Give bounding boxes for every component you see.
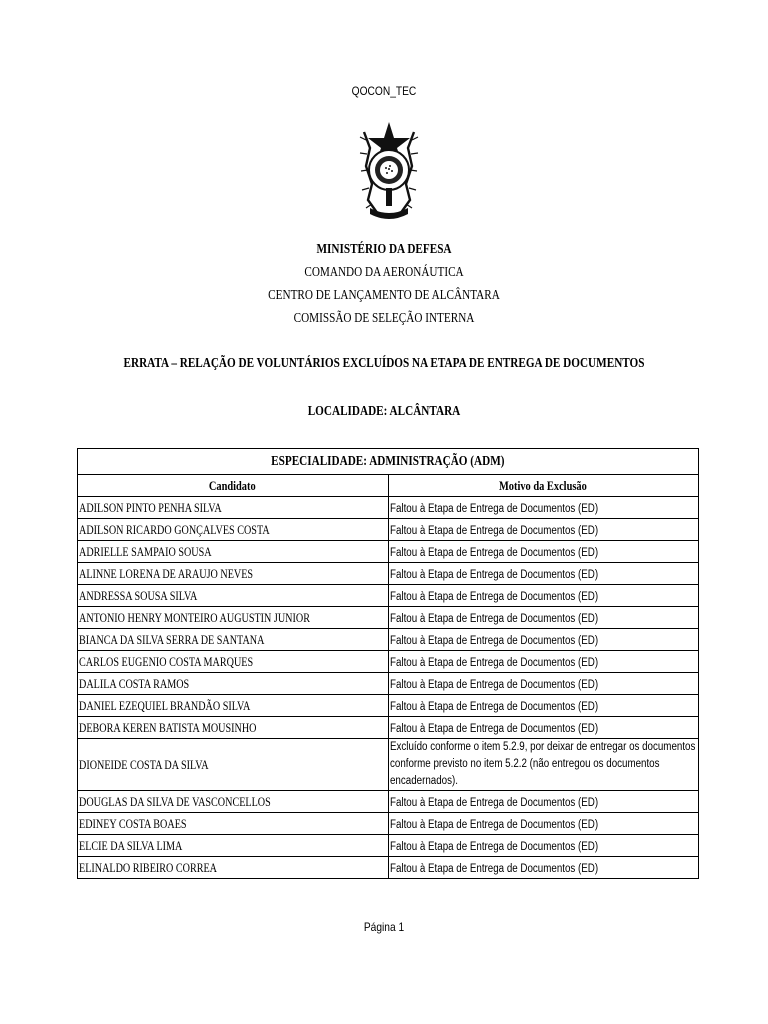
candidate-cell: DALILA COSTA RAMOS xyxy=(78,673,389,695)
reason-cell: Faltou à Etapa de Entrega de Documentos (ED) xyxy=(388,541,699,563)
table-row xyxy=(78,497,699,519)
candidate-cell: ANTONIO HENRY MONTEIRO AUGUSTIN JUNIOR xyxy=(78,607,389,629)
reason-cell: Faltou à Etapa de Entrega de Documentos (ED) xyxy=(388,857,699,879)
table-row xyxy=(78,739,699,791)
candidate-cell: CARLOS EUGENIO COSTA MARQUES xyxy=(78,651,389,673)
ministry-name: MINISTÉRIO DA DEFESA xyxy=(316,242,452,257)
reason-cell: Faltou à Etapa de Entrega de Documentos (ED) xyxy=(388,651,699,673)
reason-cell: Faltou à Etapa de Entrega de Documentos (ED) xyxy=(388,563,699,585)
reason-cell: Faltou à Etapa de Entrega de Documentos (ED) xyxy=(388,791,699,813)
column-header-row xyxy=(78,475,699,497)
institution-header xyxy=(0,238,768,330)
center-name: CENTRO DE LANÇAMENTO DE ALCÂNTARA xyxy=(268,288,500,303)
reason-cell: Faltou à Etapa de Entrega de Documentos (ED) xyxy=(388,695,699,717)
national-coat-of-arms-emblem xyxy=(356,118,422,224)
table-row xyxy=(78,519,699,541)
candidate-cell: DANIEL EZEQUIEL BRANDÃO SILVA xyxy=(78,695,389,717)
commission-name: COMISSÃO DE SELEÇÃO INTERNA xyxy=(293,311,475,326)
table-row xyxy=(78,857,699,879)
table-row xyxy=(78,585,699,607)
table-row xyxy=(78,651,699,673)
reason-cell: Faltou à Etapa de Entrega de Documentos (ED) xyxy=(388,835,699,857)
candidate-cell: ELINALDO RIBEIRO CORREA xyxy=(78,857,389,879)
reason-cell: Faltou à Etapa de Entrega de Documentos (ED) xyxy=(388,673,699,695)
table-row xyxy=(78,607,699,629)
column-header-candidate: Candidato xyxy=(78,475,389,497)
table-row xyxy=(78,673,699,695)
excluded-volunteers-table xyxy=(77,448,699,879)
reason-cell: Faltou à Etapa de Entrega de Documentos (ED) xyxy=(388,497,699,519)
reason-cell: Faltou à Etapa de Entrega de Documentos (ED) xyxy=(388,607,699,629)
candidate-cell: ALINNE LORENA DE ARAUJO NEVES xyxy=(78,563,389,585)
reason-cell: Excluído conforme o item 5.2.9, por deixar de entregar os documentos conforme previsto no item 5.2.2 (não entregou os documentos encadernados). xyxy=(388,739,699,791)
candidate-cell: ANDRESSA SOUSA SILVA xyxy=(78,585,389,607)
specialty-row xyxy=(78,449,699,475)
candidate-cell: BIANCA DA SILVA SERRA DE SANTANA xyxy=(78,629,389,651)
candidate-cell: ADRIELLE SAMPAIO SOUSA xyxy=(78,541,389,563)
reason-cell: Faltou à Etapa de Entrega de Documentos (ED) xyxy=(388,585,699,607)
candidate-cell: ADILSON RICARDO GONÇALVES COSTA xyxy=(78,519,389,541)
column-header-reason: Motivo da Exclusão xyxy=(388,475,699,497)
command-name: COMANDO DA AERONÁUTICA xyxy=(304,265,464,280)
page-number: Página 1 xyxy=(363,920,405,934)
specialty-heading: ESPECIALIDADE: ADMINISTRAÇÃO (ADM) xyxy=(78,449,699,475)
candidate-cell: ELCIE DA SILVA LIMA xyxy=(78,835,389,857)
reason-cell: Faltou à Etapa de Entrega de Documentos (ED) xyxy=(388,717,699,739)
reason-cell: Faltou à Etapa de Entrega de Documentos (ED) xyxy=(388,519,699,541)
candidate-cell: DEBORA KEREN BATISTA MOUSINHO xyxy=(78,717,389,739)
reason-cell: Faltou à Etapa de Entrega de Documentos (ED) xyxy=(388,813,699,835)
locality-heading: LOCALIDADE: ALCÂNTARA xyxy=(307,404,461,419)
candidate-cell: EDINEY COSTA BOAES xyxy=(78,813,389,835)
reason-cell: Faltou à Etapa de Entrega de Documentos (ED) xyxy=(388,629,699,651)
table-row xyxy=(78,717,699,739)
table-row xyxy=(78,563,699,585)
table-row xyxy=(78,629,699,651)
table-row xyxy=(78,835,699,857)
table-row xyxy=(78,541,699,563)
table-row xyxy=(78,791,699,813)
candidate-cell: ADILSON PINTO PENHA SILVA xyxy=(78,497,389,519)
table-row xyxy=(78,695,699,717)
table-row xyxy=(78,813,699,835)
candidate-cell: DOUGLAS DA SILVA DE VASCONCELLOS xyxy=(78,791,389,813)
candidate-cell: DIONEIDE COSTA DA SILVA xyxy=(78,739,389,791)
document-code: QOCON_TEC xyxy=(351,84,417,98)
errata-title: ERRATA – RELAÇÃO DE VOLUNTÁRIOS EXCLUÍDOS NA ETAPA DE ENTREGA DE DOCUMENTOS xyxy=(123,356,645,371)
